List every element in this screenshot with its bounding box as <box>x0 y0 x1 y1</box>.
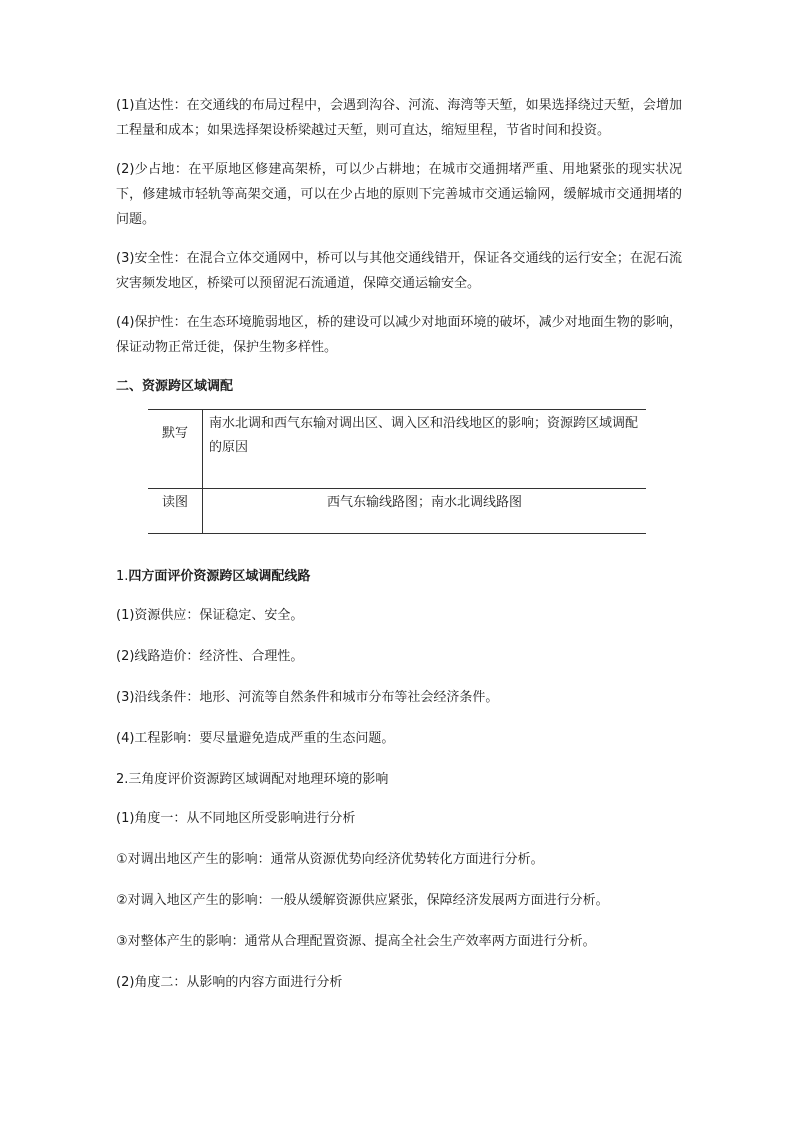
subheading-1-number: 1. <box>116 569 129 584</box>
section-heading: 二、资源跨区域调配 <box>116 379 234 394</box>
list1-item: (3)沿线条件：地形、河流等自然条件和城市分布等社会经济条件。 <box>116 690 499 705</box>
table-key-cell: 默写 <box>148 410 203 489</box>
list1-item: (4)工程影响：要尽量避免造成严重的生态问题。 <box>116 731 395 746</box>
subheading-2-title: 三角度评价资源跨区域调配对地理环境的影响 <box>128 772 389 787</box>
paragraph-directness: (1)直达性：在交通线的布局过程中，会遇到沟谷、河流、海湾等天堑，如果选择绕过天堑，会增加工程量和成本；如果选择架设桥梁越过天堑，则可直达，缩短里程，节省时间和投资。 <box>116 98 682 138</box>
knowledge-table <box>148 409 646 534</box>
table-row <box>148 410 646 489</box>
document-page <box>116 93 682 1011</box>
list1-item: (2)线路造价：经济性、合理性。 <box>116 649 304 664</box>
subheading-1 <box>116 564 682 589</box>
subheading-2-number: 2. <box>116 772 129 787</box>
list1-item: (1)资源供应：保证稳定、安全。 <box>116 608 304 623</box>
subheading-1-title: 四方面评价资源跨区域调配线路 <box>128 569 311 584</box>
list2-item: ②对调入地区产生的影响：一般从缓解资源供应紧张，保障经济发展两方面进行分析。 <box>116 893 609 908</box>
table-value-cell: 西气东输线路图；南水北调线路图 <box>203 489 647 534</box>
list2-item: ①对调出地区产生的影响：通常从资源优势向经济优势转化方面进行分析。 <box>116 852 544 867</box>
knowledge-table-wrap <box>148 409 646 534</box>
table-value-cell: 南水北调和西气东输对调出区、调入区和沿线地区的影响；资源跨区域调配的原因 <box>203 410 647 489</box>
paragraph-protection: (4)保护性：在生态环境脆弱地区，桥的建设可以减少对地面环境的破坏，减少对地面生物的影响，保证动物正常迁徙，保护生物多样性。 <box>116 315 682 355</box>
subheading-2 <box>116 767 682 792</box>
table-row <box>148 489 646 534</box>
paragraph-safety: (3)安全性：在混合立体交通网中，桥可以与其他交通线错开，保证各交通线的运行安全；在泥石流灾害频发地区，桥梁可以预留泥石流通道，保障交通运输安全。 <box>116 251 682 291</box>
list2-item: ③对整体产生的影响：通常从合理配置资源、提高全社会生产效率两方面进行分析。 <box>116 934 596 949</box>
list2-item: (1)角度一：从不同地区所受影响进行分析 <box>116 811 356 826</box>
list2-item: (2)角度二：从影响的内容方面进行分析 <box>116 975 343 990</box>
paragraph-less-land: (2)少占地：在平原地区修建高架桥，可以少占耕地；在城市交通拥堵严重、用地紧张的现实状况下，修建城市轻轨等高架交通，可以在少占地的原则下完善城市交通运输网，缓解城市交通拥堵的问题。 <box>116 162 682 227</box>
table-key-cell: 读图 <box>148 489 203 534</box>
